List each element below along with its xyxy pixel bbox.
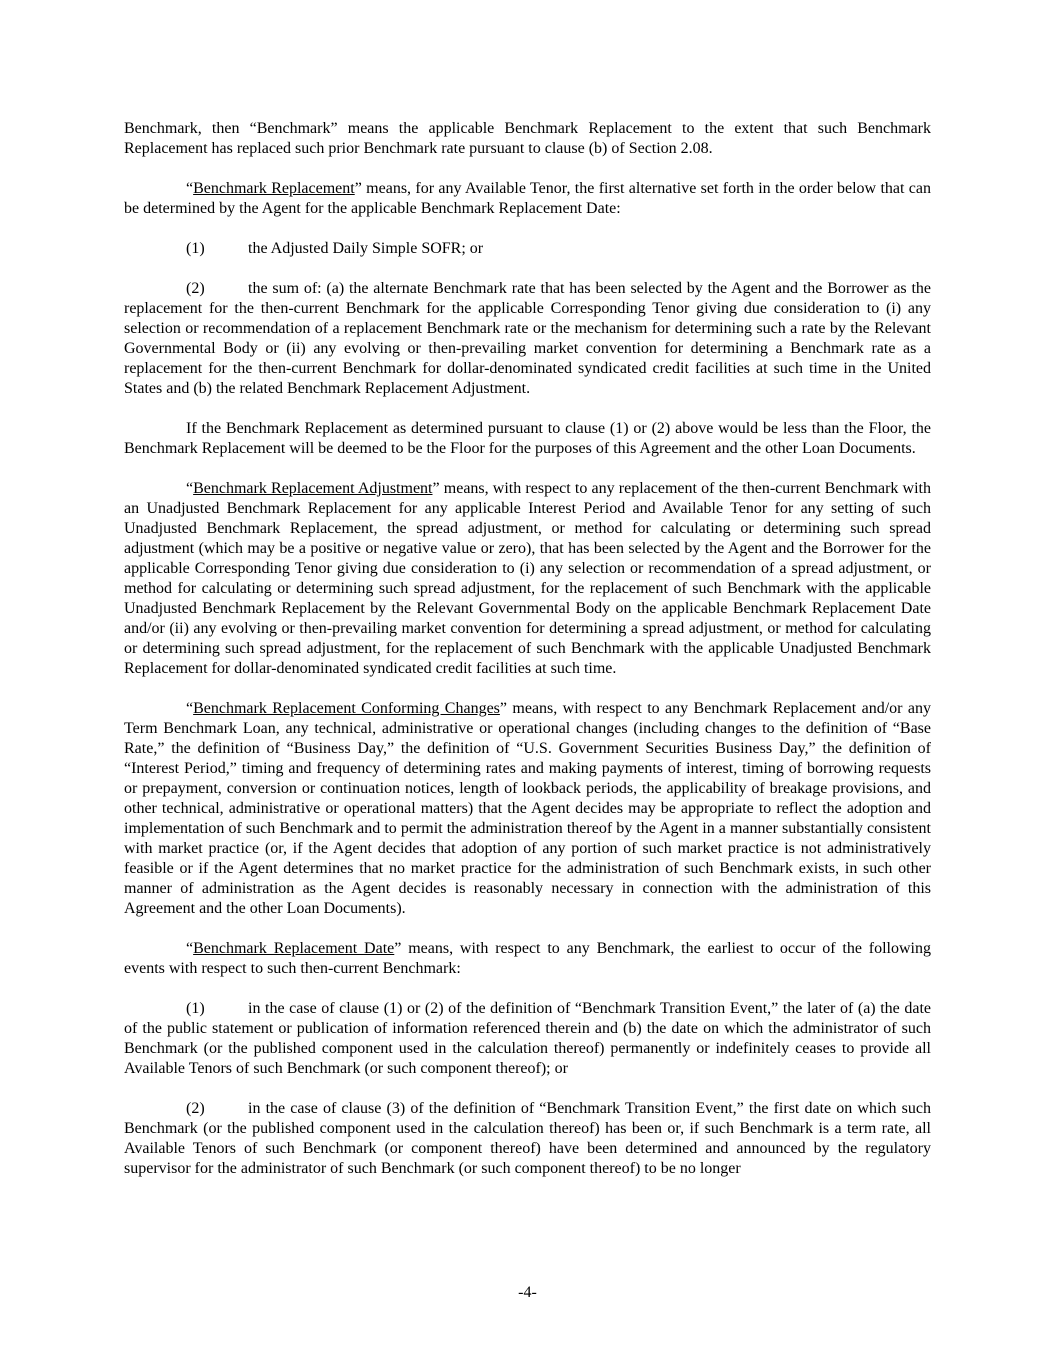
defined-term: Benchmark Replacement Adjustment xyxy=(193,480,433,497)
text-run: ” means, with respect to any replacement of the then-current Benchmark with an Unadjusted Benchmark Replacement for any applicable Interest Period and Available Tenor for any setting of such Unadjusted Benchmark Replacement, the spread adjustment, or method for calculating or determining such spread adjustment (which may be a positive or negative value or zero), that has been selected by the Agent and the Borrower for the applicable Corresponding Tenor giving due consideration to (i) any selection or recommendation of a spread adjustment, or method for calculating or determining such spread adjustment, for the replacement of such Benchmark with the applicable Unadjusted Benchmark Replacement by the Relevant Governmental Body on the applicable Benchmark Replacement Date and/or (ii) any evolving or then-prevailing market convention for determining a spread adjustment, or method for calculating or determining such spread adjustment, for the replacement of such Benchmark with the applicable Unadjusted Benchmark Replacement for dollar-denominated syndicated credit facilities at such time. xyxy=(124,480,932,677)
document-body xyxy=(124,119,931,1199)
defined-term: Benchmark Replacement Date xyxy=(193,940,395,957)
text-run: the Adjusted Daily Simple SOFR; or xyxy=(248,240,484,257)
text-run: ” means, with respect to any Benchmark, the earliest to occur of the following events with respect to such then-current Benchmark: xyxy=(124,940,932,977)
clause-number: (1) xyxy=(186,240,205,257)
text-run: “ xyxy=(186,700,194,717)
clause-paragraph xyxy=(124,279,931,399)
text-run: “ xyxy=(186,940,194,957)
text-run: in the case of clause (1) or (2) of the definition of “Benchmark Transition Event,” the later of (a) the date of the public statement or publication of information referenced therein and (b) the date on which the administrator of such Benchmark (or the published component used in the calculation thereof) permanently or indefinitely ceases to provide all Available Tenors of such Benchmark (or such component thereof); or xyxy=(124,1000,931,1077)
paragraph xyxy=(124,179,931,219)
clause-number: (2) xyxy=(186,1100,205,1117)
defined-term: Benchmark Replacement Conforming Changes xyxy=(193,700,500,717)
defined-term: Benchmark Replacement xyxy=(193,180,355,197)
clause-number: (1) xyxy=(186,1000,205,1017)
text-run: “ xyxy=(186,180,194,197)
text-run: ” means, for any Available Tenor, the first alternative set forth in the order below that can be determined by the Agent for the applicable Benchmark Replacement Date: xyxy=(124,180,931,217)
paragraph xyxy=(124,939,931,979)
clause-paragraph xyxy=(124,239,931,259)
paragraph xyxy=(124,119,931,159)
paragraph xyxy=(124,419,931,459)
text-run: If the Benchmark Replacement as determined pursuant to clause (1) or (2) above would be less than the Floor, the Benchmark Replacement will be deemed to be the Floor for the purposes of this Agreement and the other Loan Documents. xyxy=(124,420,931,457)
text-run: ” means, with respect to any Benchmark Replacement and/or any Term Benchmark Loan, any technical, administrative or operational changes (including changes to the definition of “Base Rate,” the definition of “Business Day,” the definition of “U.S. Government Securities Business Day,” the definition of “Interest Period,” timing and frequency of determining rates and making payments of interest, timing of borrowing requests or prepayment, conversion or continuation notices, length of lookback periods, the applicability of breakage provisions, and other technical, administrative or operational matters) that the Agent decides may be appropriate to reflect the adoption and implementation of such Benchmark and to permit the administration thereof by the Agent in a manner substantially consistent with market practice (or, if the Agent decides that adoption of any portion of such market practice is not administratively feasible or if the Agent determines that no market practice for the administration of such Benchmark exists, in such other manner of administration as the Agent decides is reasonably necessary in connection with the administration of this Agreement and the other Loan Documents). xyxy=(124,700,931,917)
clause-paragraph xyxy=(124,1099,931,1179)
text-run: “ xyxy=(186,480,194,497)
paragraph xyxy=(124,479,931,679)
clause-paragraph xyxy=(124,999,931,1079)
page-number: -4- xyxy=(518,1284,537,1301)
paragraph xyxy=(124,699,931,919)
clause-number: (2) xyxy=(186,280,205,297)
text-run: Benchmark, then “Benchmark” means the applicable Benchmark Replacement to the extent that such Benchmark Replacement has replaced such prior Benchmark rate pursuant to clause (b) of Section 2.08. xyxy=(124,120,931,157)
text-run: the sum of: (a) the alternate Benchmark rate that has been selected by the Agent and the Borrower as the replacement for the then-current Benchmark for the applicable Corresponding Tenor giving due consideration to (i) any selection or recommendation of a replacement Benchmark rate or the mechanism for determining such a rate by the Relevant Governmental Body or (ii) any evolving or then-prevailing market convention for determining a Benchmark rate as a replacement for the then-current Benchmark for dollar-denominated syndicated credit facilities at such time in the United States and (b) the related Benchmark Replacement Adjustment. xyxy=(124,280,931,397)
text-run: in the case of clause (3) of the definition of “Benchmark Transition Event,” the first date on which such Benchmark (or the published component used in the calculation thereof) has been or, if such Benchmark is a term rate, all Available Tenors of such Benchmark (or component thereof) have been determined and announced by the regulatory supervisor for the administrator of such Benchmark (or such component thereof) to be no longer xyxy=(124,1100,931,1177)
